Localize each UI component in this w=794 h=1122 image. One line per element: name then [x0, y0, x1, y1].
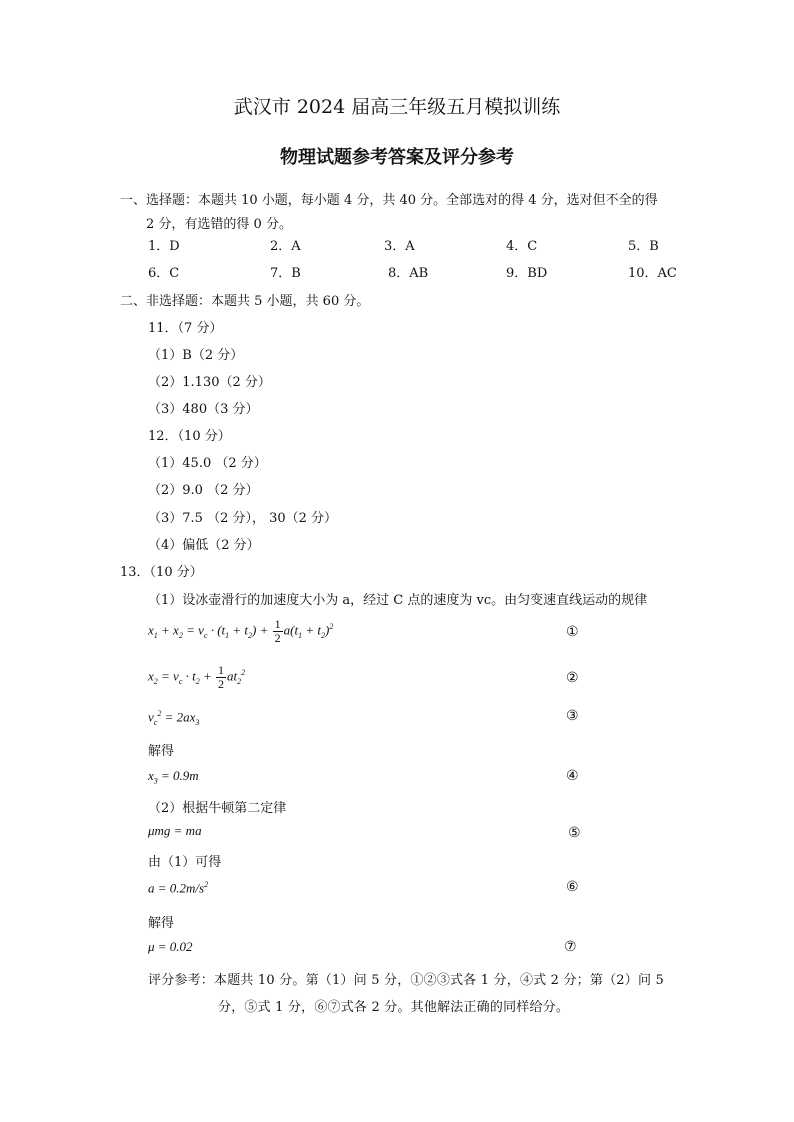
answer-8: 8．AB: [388, 266, 429, 281]
q11-item-2: （2）1.130（2 分）: [148, 375, 271, 390]
equation-mark-2: ②: [566, 670, 579, 686]
equation-7: μ = 0.02: [148, 939, 193, 954]
equation-5: μmg = ma: [148, 823, 202, 838]
q12-item-4: （4）偏低（2 分）: [148, 538, 260, 553]
q11-head: 11．（7 分）: [148, 321, 223, 336]
answer-7: 7．B: [270, 266, 301, 281]
q11-item-1: （1）B（2 分）: [148, 348, 244, 363]
equation-mark-3: ③: [566, 708, 579, 724]
from1-text: 由（1）可得: [148, 855, 222, 870]
grading-note-line2: 分，⑤式 1 分，⑥⑦式各 2 分。其他解法正确的同样给分。: [218, 1000, 570, 1015]
answer-5: 5．B: [628, 239, 659, 254]
part2-text: （2）根据牛顿第二定律: [148, 801, 287, 816]
section1-instruction-line2: 2 分，有选错的得 0 分。: [146, 217, 292, 232]
equation-4: $x_3 = 0.9m$: [148, 768, 199, 786]
q12-item-3: （3）7.5 （2 分）， 30（2 分）: [148, 511, 338, 526]
answer-9: 9．BD: [506, 266, 548, 281]
q12-head: 12．（10 分）: [148, 429, 231, 444]
page-title: 武汉市 2024 届高三年级五月模拟训练: [233, 96, 561, 118]
q11-item-3: （3）480（3 分）: [148, 402, 259, 417]
equation-6: $a = 0.2m/s^2$: [148, 880, 209, 896]
section1-instruction-line1: 一、选择题：本题共 10 小题，每小题 4 分，共 40 分。全部选对的得 4 分，选对但不全的得: [120, 193, 658, 208]
answer-6: 6．C: [148, 266, 180, 281]
equation-1: $x_1 + x_2 = v_c \cdot (t_1 + t_2)$ + $\frac{1}{2}$ $a(t_1 + t_2)^2$: [148, 617, 334, 645]
answer-1: 1．D: [148, 239, 180, 254]
equation-mark-7: ⑦: [564, 939, 577, 955]
equation-mark-4: ④: [566, 768, 579, 784]
section2-heading: 二、非选择题：本题共 5 小题，共 60 分。: [120, 294, 370, 309]
q13-intro: （1）设冰壶滑行的加速度大小为 a，经过 C 点的速度为 vc。由匀变速直线运动的规律: [148, 593, 648, 608]
page-subtitle: 物理试题参考答案及评分参考: [280, 147, 514, 168]
answer-2: 2．A: [270, 239, 301, 254]
answer-4: 4．C: [506, 239, 538, 254]
equation-mark-6: ⑥: [566, 879, 579, 895]
answer-10: 10．AC: [628, 266, 677, 281]
q12-item-1: （1）45.0 （2 分）: [148, 456, 267, 471]
q12-item-2: （2）9.0 （2 分）: [148, 483, 259, 498]
grading-note-line1: 评分参考：本题共 10 分。第（1）问 5 分，①②③式各 1 分，④式 2 分；第（2）问 5: [148, 973, 664, 988]
equation-2: $x_2 = v_c \cdot t_2$ + $\frac{1}{2}$ $at_2^2$: [148, 663, 246, 691]
solve-label-2: 解得: [148, 916, 175, 931]
equation-3: $v_c^2 = 2ax_3$: [148, 709, 200, 727]
equation-mark-1: ①: [566, 624, 579, 640]
solve-label-1: 解得: [148, 744, 175, 759]
equation-mark-5: ⑤: [568, 825, 581, 841]
answer-3: 3．A: [384, 239, 415, 254]
q13-head: 13．（10 分）: [120, 565, 203, 580]
